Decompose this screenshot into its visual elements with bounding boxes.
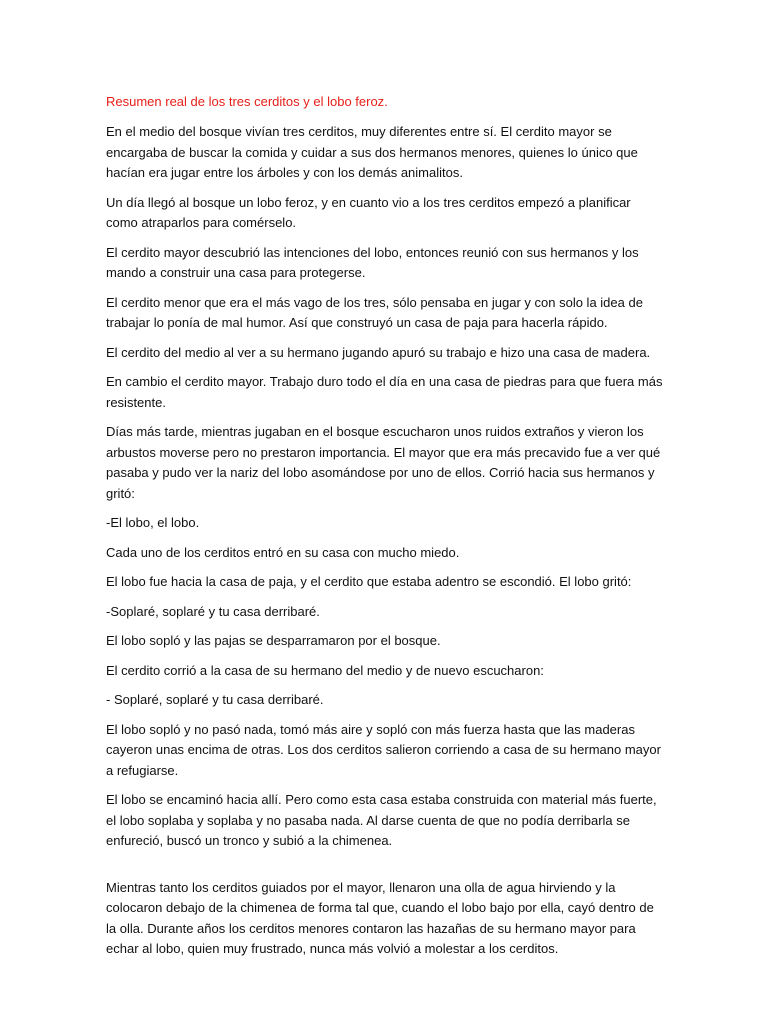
paragraph: Cada uno de los cerditos entró en su casa con mucho miedo. — [106, 544, 460, 560]
paragraph: El lobo fue hacia la casa de paja, y el cerdito que estaba adentro se escondió. El lobo gritó: — [106, 574, 632, 589]
document-page — [106, 92, 666, 969]
dialogue-line: -El lobo, el lobo. — [106, 515, 200, 530]
document-title: Resumen real de los tres cerditos y el lobo feroz. — [106, 94, 388, 109]
paragraph: El lobo sopló y las pajas se desparramaron por el bosque. — [106, 633, 441, 648]
paragraph: Días más tarde, mientras jugaban en el bosque escucharon unos ruidos extraños y vieron los arbustos moverse pero no prestaron importancia. El mayor que era más precavido fue a ver qué pasaba y pudo ver la nariz del lobo asomándose por uno de ellos. Corrió hacia sus hermanos y gritó: — [106, 424, 661, 501]
paragraph: El lobo se encaminó hacia allí. Pero como esta casa estaba construida con material más fuerte, el lobo soplaba y soplaba y no pasaba nada. Al darse cuenta de que no podía derribarla se enfureció, buscó un tronco y subió a la chimenea. — [106, 792, 657, 848]
paragraph: El lobo sopló y no pasó nada, tomó más aire y sopló con más fuerza hasta que las maderas cayeron unas encima de otras. Los dos cerditos salieron corriendo a casa de su hermano mayor a refugiarse. — [106, 721, 661, 778]
paragraph: El cerdito mayor descubrió las intenciones del lobo, entonces reunió con sus hermanos y los mando a construir una casa para protegerse. — [106, 244, 639, 280]
paragraph: El cerdito del medio al ver a su hermano jugando apuró su trabajo e hizo una casa de madera. — [106, 344, 651, 360]
paragraph: Mientras tanto los cerditos guiados por el mayor, llenaron una olla de agua hirviendo y la colocaron debajo de la chimenea de forma tal que, cuando el lobo bajo por ella, cayó dentro de la olla. Durante años los cerditos menores contaron las hazañas de su hermano mayor para echar al lobo, quien muy frustrado, nunca más volvió a molestar a los cerditos. — [106, 879, 654, 956]
paragraph: El cerdito corrió a la casa de su hermano del medio y de nuevo escucharon: — [106, 662, 544, 678]
paragraph: El cerdito menor que era el más vago de los tres, sólo pensaba en jugar y con solo la idea de trabajar lo ponía de mal humor. Así que construyó un casa de paja para hacerla rápido. — [106, 294, 643, 330]
dialogue-line: -Soplaré, soplaré y tu casa derribaré. — [106, 603, 320, 619]
paragraph: En cambio el cerdito mayor. Trabajo duro todo el día en una casa de piedras para que fuera más resistente. — [106, 374, 663, 410]
dialogue-line: - Soplaré, soplaré y tu casa derribaré. — [106, 692, 324, 707]
paragraph: Un día llegó al bosque un lobo feroz, y en cuanto vio a los tres cerditos empezó a planificar como atraparlos para comérselo. — [106, 194, 631, 230]
paragraph: En el medio del bosque vivían tres cerditos, muy diferentes entre sí. El cerdito mayor se encargaba de buscar la comida y cuidar a sus dos hermanos menores, quienes lo único que hacían era jugar entre los árboles y con los demás animalitos. — [106, 124, 638, 180]
